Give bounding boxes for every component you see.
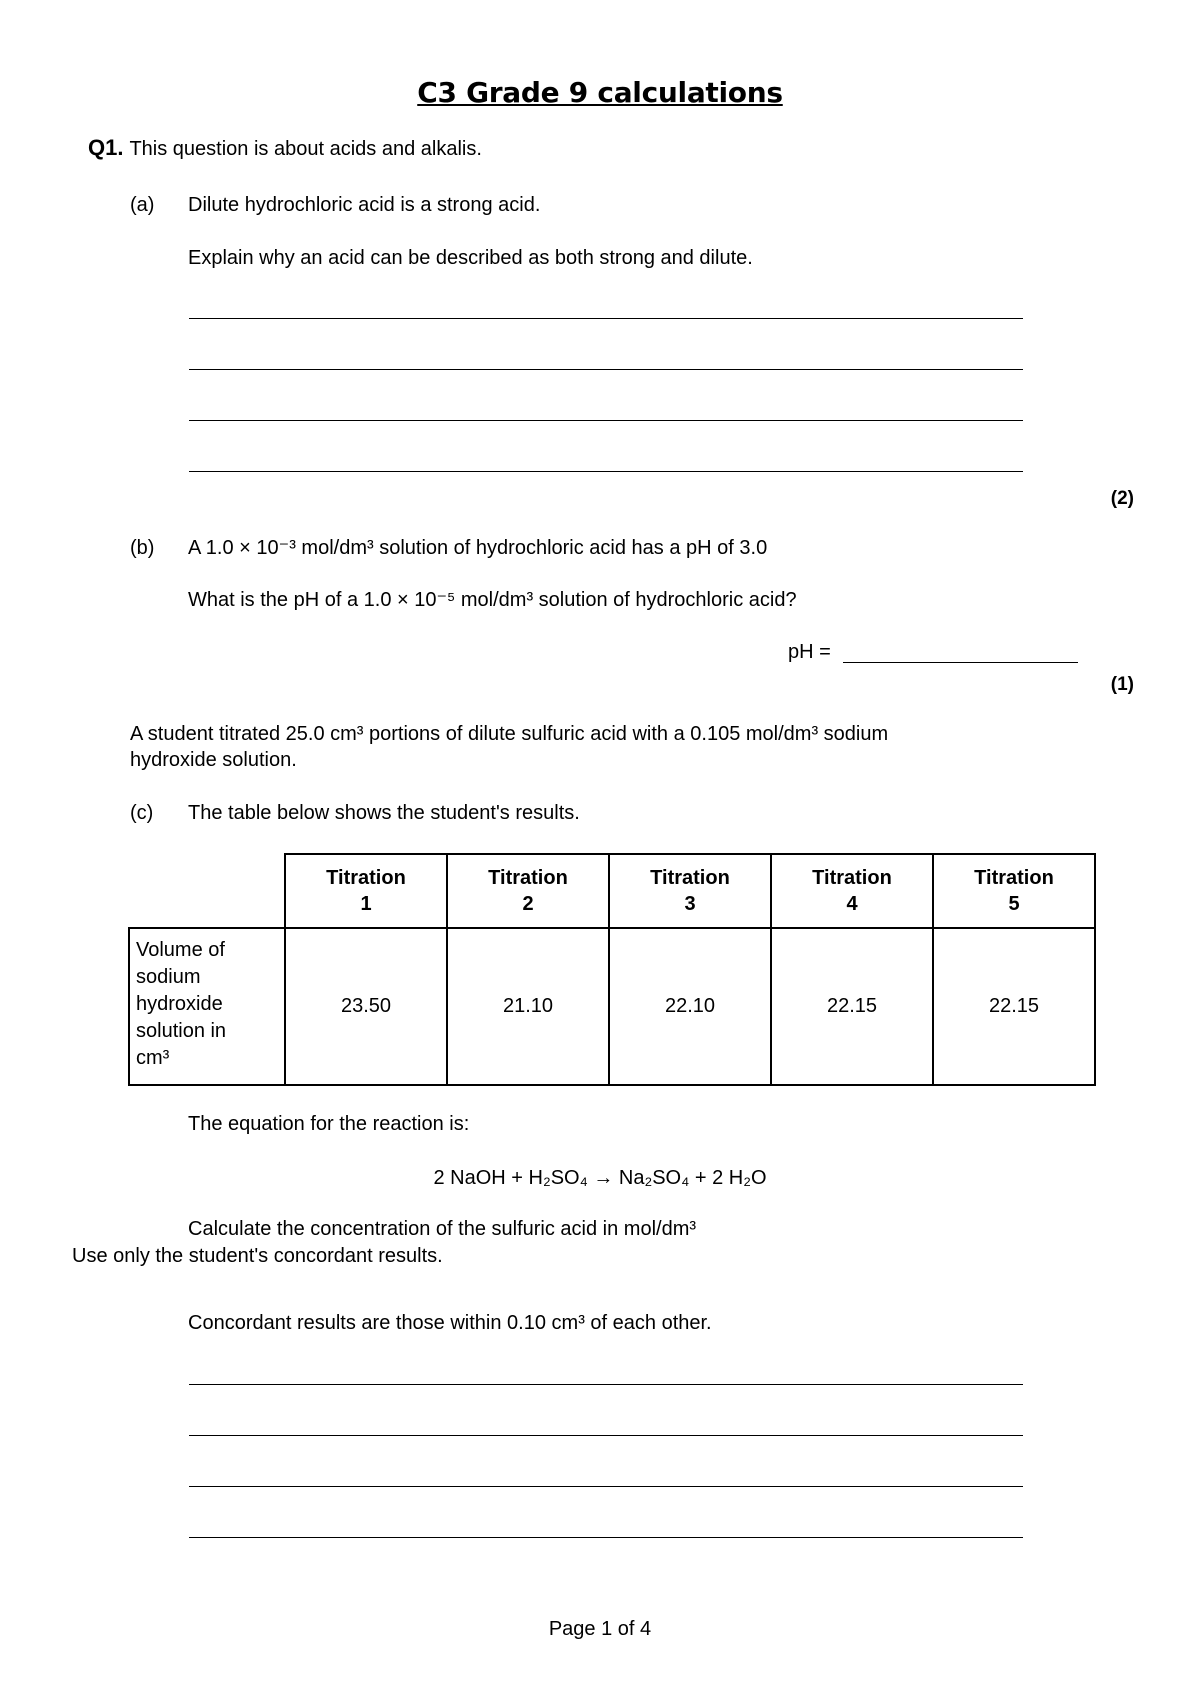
use-only-instruction: Use only the student's concordant results. [72, 1245, 443, 1267]
table-cell: 23.50 [285, 928, 447, 1085]
part-b-marks: (1) [1110, 674, 1134, 695]
page-title: C3 Grade 9 calculations [417, 76, 783, 109]
table-header-row [129, 854, 1095, 928]
header-number: 1 [360, 893, 372, 915]
header-number: 5 [1008, 893, 1020, 915]
part-c-statement: The table below shows the student's results. [188, 802, 580, 824]
row-header-line: hydroxide [136, 993, 223, 1015]
part-b-question: What is the pH of a 1.0 × 10⁻⁵ mol/dm³ solution of hydrochloric acid? [188, 589, 797, 611]
header-number: 2 [522, 893, 534, 915]
answer-line[interactable] [189, 318, 1023, 319]
part-a-label: (a) [130, 194, 155, 216]
results-table [128, 853, 1096, 1086]
table-cell: 22.10 [609, 928, 771, 1085]
header-number: 4 [846, 893, 858, 915]
part-c-label: (c) [130, 802, 154, 824]
answer-line[interactable] [189, 420, 1023, 421]
header-number: 3 [684, 893, 696, 915]
table-cell: 22.15 [771, 928, 933, 1085]
question-1-intro [88, 136, 482, 161]
table-header-cell [447, 854, 609, 928]
table-cell: 21.10 [447, 928, 609, 1085]
context-line-2: hydroxide solution. [130, 749, 297, 771]
calculate-instruction: Calculate the concentration of the sulfuric acid in mol/dm³ [188, 1218, 697, 1240]
row-header-line: Volume of [136, 939, 225, 961]
row-header-line: cm³ [136, 1047, 170, 1069]
question-intro-text: This question is about acids and alkalis. [129, 138, 482, 160]
equation-intro: The equation for the reaction is: [188, 1113, 470, 1135]
header-text: Titration [650, 867, 730, 889]
answer-line[interactable] [189, 1537, 1023, 1538]
table-corner-cell [129, 854, 285, 928]
table-cell: 22.15 [933, 928, 1095, 1085]
answer-line[interactable] [189, 1384, 1023, 1385]
question-number: Q1. [88, 135, 124, 160]
row-header-cell [129, 928, 285, 1085]
table-header-cell [609, 854, 771, 928]
ph-answer-line[interactable] [843, 662, 1078, 663]
context-line-1: A student titrated 25.0 cm³ portions of dilute sulfuric acid with a 0.105 mol/dm³ sodium [130, 723, 889, 745]
table-row [129, 928, 1095, 1085]
header-text: Titration [974, 867, 1054, 889]
table-header-cell [771, 854, 933, 928]
part-a-statement: Dilute hydrochloric acid is a strong acid. [188, 194, 541, 216]
table-header-cell [933, 854, 1095, 928]
part-b-statement: A 1.0 × 10⁻³ mol/dm³ solution of hydrochloric acid has a pH of 3.0 [188, 537, 768, 559]
row-header-line: sodium [136, 966, 201, 988]
page-footer: Page 1 of 4 [548, 1618, 652, 1640]
answer-line[interactable] [189, 1435, 1023, 1436]
header-text: Titration [326, 867, 406, 889]
part-a-question: Explain why an acid can be described as both strong and dilute. [188, 247, 753, 269]
header-text: Titration [812, 867, 892, 889]
part-b-label: (b) [130, 537, 155, 559]
ph-answer-label: pH = [788, 641, 831, 663]
answer-line[interactable] [189, 1486, 1023, 1487]
table-header-cell [285, 854, 447, 928]
row-header-line: solution in [136, 1020, 227, 1042]
header-text: Titration [488, 867, 568, 889]
part-a-marks: (2) [1110, 488, 1134, 509]
answer-line[interactable] [189, 369, 1023, 370]
reaction-equation: 2 NaOH + H₂SO₄ → Na₂SO₄ + 2 H₂O [433, 1167, 767, 1189]
answer-line[interactable] [189, 471, 1023, 472]
concordant-note: Concordant results are those within 0.10 cm³ of each other. [188, 1312, 712, 1334]
